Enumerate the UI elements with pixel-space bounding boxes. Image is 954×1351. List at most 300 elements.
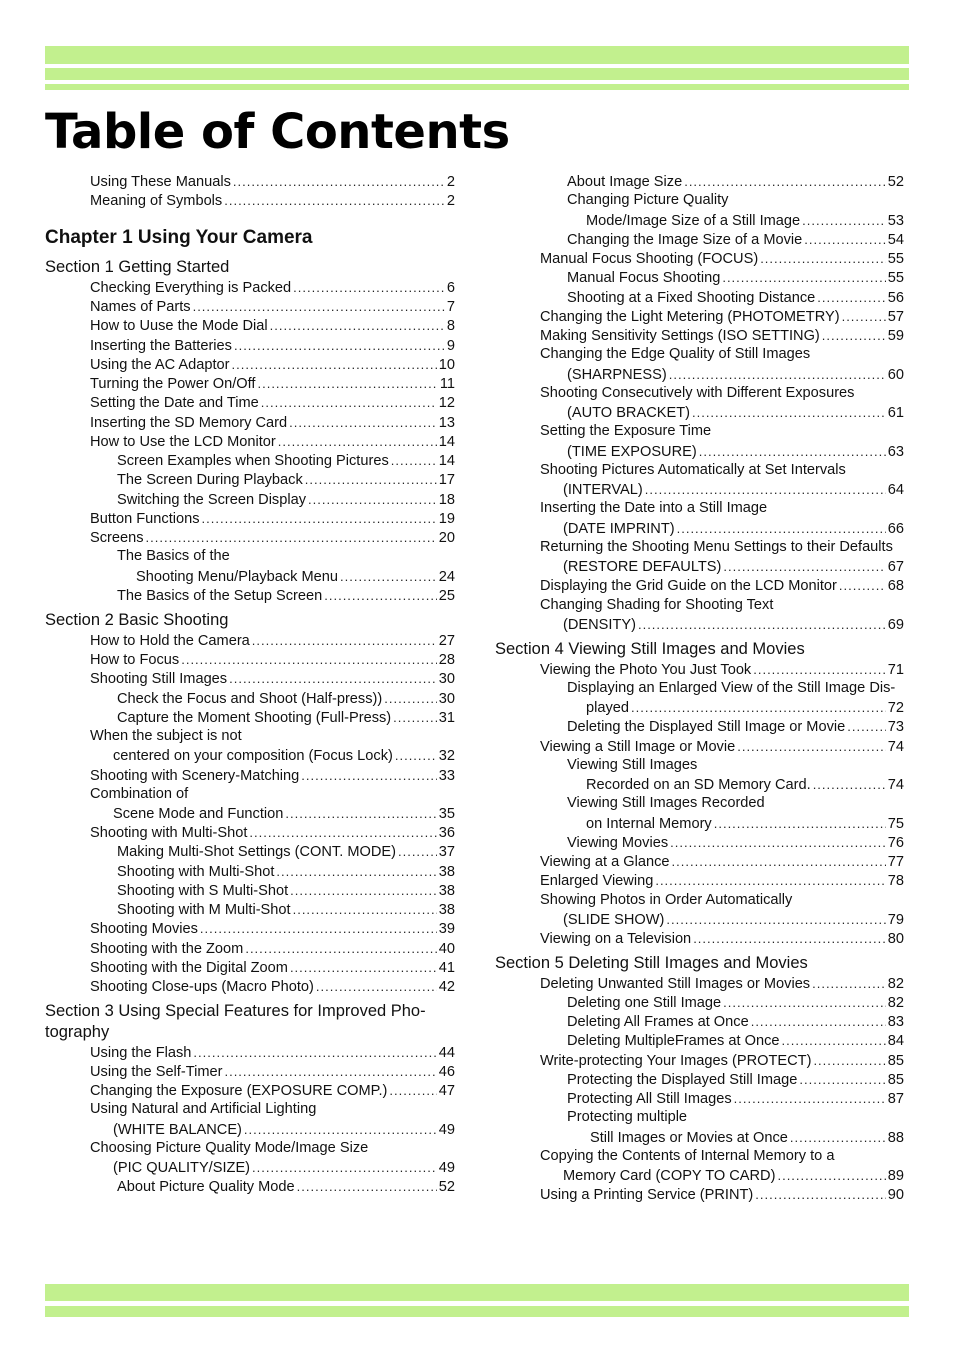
toc-entry[interactable] [117,470,455,490]
toc-entry-page: 37 [438,844,455,860]
toc-entry-line: Changing Shading for Shooting Text [540,597,774,613]
toc-entry[interactable] [90,432,455,452]
toc-entry-title: Shooting Close-ups (Macro Photo) [90,979,314,995]
dot-leader [398,842,437,861]
toc-entry-line: Showing Photos in Order Automatically [540,892,793,908]
toc-entry-title: centered on your composition (Focus Lock) [113,748,393,764]
toc-entry[interactable] [563,615,904,635]
dot-leader [670,833,886,852]
toc-entry-page: 39 [438,921,455,937]
dot-leader [229,669,437,688]
toc-entry-page: 47 [438,1083,455,1099]
toc-entry-page: 88 [887,1130,904,1146]
toc-entry-title: The Screen During Playback [117,472,303,488]
toc-entry-title: (RESTORE DEFAULTS) [563,559,722,575]
dot-leader [224,191,445,210]
toc-row [45,1001,455,1043]
toc-entry[interactable] [540,929,904,949]
dot-leader [224,1062,436,1081]
chapter-heading: Chapter 1 Using Your Camera [45,227,313,248]
dot-leader [804,230,886,249]
toc-entry[interactable] [563,1166,904,1186]
toc-row [90,1139,455,1158]
dot-leader [839,576,886,595]
toc-entry-title: Shooting Movies [90,921,198,937]
toc-row [540,384,904,403]
toc-entry-title: Write-protecting Your Images (PROTECT) [540,1053,812,1069]
dot-leader [842,307,886,326]
toc-entry[interactable] [90,528,455,548]
toc-entry-title: played [586,700,630,716]
toc-entry-page: 69 [887,617,904,633]
toc-row [45,257,455,278]
toc-entry-line: Viewing Still Images Recorded [567,795,765,811]
toc-entry-page: 49 [438,1160,455,1176]
toc-row [90,1100,455,1119]
dot-leader [301,766,436,785]
dot-leader [666,910,885,929]
toc-entry-title: Screens [90,530,144,546]
toc-entry-page: 89 [887,1168,904,1184]
toc-entry[interactable] [90,1062,455,1082]
toc-entry[interactable] [567,833,904,853]
toc-entry-page: 27 [438,633,455,649]
dot-leader [193,1043,436,1062]
toc-entry-page: 40 [438,941,455,957]
toc-entry-title: Manual Focus Shooting [567,270,721,286]
toc-entry-title: Deleting All Frames at Once [567,1014,749,1030]
toc-entry[interactable] [563,557,904,577]
toc-entry-page: 71 [887,662,904,678]
toc-entry-page: 77 [887,854,904,870]
toc-entry-page: 38 [438,864,455,880]
dot-leader [672,852,886,871]
toc-entry-line: The Basics of the [117,548,230,564]
toc-entry-title: The Basics of the Setup Screen [117,588,323,604]
toc-entry[interactable] [567,403,904,423]
toc-entry-title: Names of Parts [90,299,191,315]
toc-entry-line: Viewing Still Images [567,757,698,773]
dot-leader [276,862,436,881]
toc-entry-line: Returning the Shooting Menu Settings to their Defaults [540,539,893,555]
toc-entry-title: (DENSITY) [563,617,636,633]
toc-entry-title: Using the Self-Timer [90,1064,223,1080]
dot-leader [813,1051,885,1070]
toc-entry[interactable] [90,939,455,959]
toc-row [540,499,904,518]
toc-entry[interactable] [540,660,904,680]
toc-entry-title: (AUTO BRACKET) [567,405,690,421]
dot-leader [692,403,886,422]
toc-entry-page: 74 [887,739,904,755]
toc-entry[interactable] [567,993,904,1013]
dot-leader [244,1120,437,1139]
toc-row [540,538,904,557]
toc-entry-title: How to Hold the Camera [90,633,250,649]
toc-entry-page: 13 [438,415,455,431]
toc-entry-page: 78 [887,873,904,889]
toc-entry[interactable] [540,737,904,757]
toc-entry-line: Shooting Consecutively with Different Exposures [540,385,855,401]
toc-entry-title: Memory Card (COPY TO CARD) [563,1168,776,1184]
toc-entry[interactable] [540,307,904,327]
dot-leader [308,490,437,509]
toc-entry-page: 11 [439,376,455,392]
dot-leader [755,1185,885,1204]
toc-entry-title: Shooting with Multi-Shot [90,825,248,841]
toc-entry-line: Choosing Picture Quality Mode/Image Size [90,1140,369,1156]
dot-leader [655,871,885,890]
toc-row [45,610,455,631]
dot-leader [270,316,445,335]
toc-entry[interactable] [540,852,904,872]
dot-leader [699,442,886,461]
toc-entry-title: Shooting with Scenery-Matching [90,768,300,784]
dot-leader [278,432,437,451]
toc-entry[interactable] [117,881,455,901]
toc-entry-page: 55 [887,251,904,267]
dot-leader [812,974,886,993]
toc-entry[interactable] [90,336,455,356]
toc-entry[interactable] [563,519,904,539]
dot-leader [684,172,886,191]
toc-entry-page: 19 [438,511,455,527]
toc-entry[interactable] [540,249,904,269]
toc-entry-title: Viewing on a Television [540,931,692,947]
toc-entry-title: Screen Examples when Shooting Pictures [117,453,389,469]
toc-entry[interactable] [567,1089,904,1109]
toc-entry-title: Checking Everything is Packed [90,280,292,296]
toc-entry[interactable] [90,766,455,786]
toc-entry-title: Inserting the SD Memory Card [90,415,288,431]
toc-entry[interactable] [586,211,904,231]
toc-entry[interactable] [113,1158,455,1178]
toc-row [567,679,904,698]
toc-entry-page: 82 [887,976,904,992]
dot-leader [391,451,437,470]
toc-entry[interactable] [117,1177,455,1197]
toc-entry[interactable] [90,393,455,413]
toc-entry-title: How to Focus [90,652,180,668]
dot-leader [753,660,886,679]
toc-entry-page: 44 [438,1045,455,1061]
toc-entry-title: Shooting with Multi-Shot [117,864,275,880]
dot-leader [316,977,437,996]
toc-entry-title: About Image Size [567,174,683,190]
section-heading: Section 3 Using Special Features for Improved Pho-tography [45,1002,426,1041]
toc-entry[interactable] [567,268,904,288]
dot-leader [297,1177,437,1196]
toc-entry-page: 61 [887,405,904,421]
toc-entry[interactable] [567,172,904,192]
toc-entry[interactable] [90,191,455,211]
toc-entry[interactable] [136,567,455,587]
toc-entry[interactable] [586,814,904,834]
toc-entry-title: Deleting MultipleFrames at Once [567,1033,780,1049]
toc-entry[interactable] [117,689,455,709]
toc-entry[interactable] [586,698,904,718]
toc-row [90,785,455,804]
toc-entry[interactable] [90,1081,455,1101]
toc-entry-page: 75 [887,816,904,832]
toc-entry[interactable] [113,804,455,824]
toc-entry[interactable] [90,355,455,375]
toc-entry-line: Copying the Contents of Internal Memory to a [540,1148,835,1164]
toc-entry-page: 73 [887,719,904,735]
dot-leader [734,1089,886,1108]
toc-row [567,756,904,775]
toc-entry-title: Shooting with the Digital Zoom [90,960,288,976]
toc-entry-page: 42 [438,979,455,995]
toc-row [567,191,904,210]
toc-entry-title: Check the Focus and Shoot (Half-press)) [117,691,383,707]
toc-entry[interactable] [540,326,904,346]
toc-entry[interactable] [113,746,455,766]
toc-entry-title: Using These Manuals [90,174,231,190]
toc-entry-page: 90 [887,1187,904,1203]
toc-row [540,596,904,615]
toc-entry[interactable] [90,669,455,689]
toc-entry[interactable] [567,288,904,308]
toc-entry-page: 52 [887,174,904,190]
dot-leader [638,615,886,634]
dot-leader [285,804,436,823]
dot-leader [202,509,437,528]
toc-entry-page: 66 [887,521,904,537]
toc-entry[interactable] [540,1051,904,1071]
toc-entry-title: Displaying the Grid Guide on the LCD Monitor [540,578,837,594]
toc-entry-title: Inserting the Batteries [90,338,232,354]
toc-entry-page: 87 [887,1091,904,1107]
toc-entry-title: Changing the Exposure (EXPOSURE COMP.) [90,1083,388,1099]
dot-leader [714,814,886,833]
footer-band-bottom [45,1306,909,1317]
toc-row [540,345,904,364]
dot-leader [722,268,885,287]
toc-entry[interactable] [90,374,455,394]
toc-entry-page: 76 [887,835,904,851]
toc-entry-title: Deleting Unwanted Still Images or Movies [540,976,811,992]
toc-row [540,1147,904,1166]
toc-entry[interactable] [117,708,455,728]
toc-entry[interactable] [117,451,455,471]
toc-entry[interactable] [540,974,904,994]
toc-entry-page: 72 [887,700,904,716]
dot-leader [777,1166,885,1185]
toc-entry[interactable] [90,509,455,529]
toc-entry[interactable] [113,1120,455,1140]
toc-entry[interactable] [90,958,455,978]
toc-entry-title: (TIME EXPOSURE) [567,444,697,460]
toc-entry[interactable] [540,576,904,596]
toc-entry-title: Deleting the Displayed Still Image or Movie [567,719,846,735]
toc-entry-page: 49 [438,1122,455,1138]
toc-entry-title: Shooting with S Multi-Shot [117,883,289,899]
dot-leader [389,1081,436,1100]
toc-entry[interactable] [586,775,904,795]
toc-entry-title: How to Uuse the Mode Dial [90,318,268,334]
toc-entry-line: Protecting multiple [567,1109,688,1125]
toc-entry-title: Still Images or Movies at Once [590,1130,788,1146]
toc-entry[interactable] [90,413,455,433]
toc-entry[interactable] [567,230,904,250]
toc-entry-title: About Picture Quality Mode [117,1179,295,1195]
toc-entry[interactable] [90,823,455,843]
toc-entry-page: 84 [887,1033,904,1049]
toc-entry-title: Mode/Image Size of a Still Image [586,213,801,229]
toc-entry-line: Inserting the Date into a Still Image [540,500,768,516]
toc-entry-page: 30 [438,691,455,707]
toc-entry[interactable] [117,900,455,920]
toc-entry[interactable] [563,480,904,500]
toc-entry-page: 83 [887,1014,904,1030]
toc-entry-page: 6 [446,280,455,296]
toc-entry-page: 53 [887,213,904,229]
toc-entry[interactable] [590,1128,904,1148]
toc-entry-page: 64 [887,482,904,498]
toc-entry[interactable] [567,442,904,462]
dot-leader [395,746,437,765]
toc-entry[interactable] [540,1185,904,1205]
toc-entry[interactable] [567,365,904,385]
toc-entry-title: Changing the Image Size of a Movie [567,232,803,248]
toc-entry-title: Turning the Power On/Off [90,376,256,392]
toc-entry-page: 68 [887,578,904,594]
toc-entry-title: Viewing Movies [567,835,669,851]
toc-entry-page: 38 [438,902,455,918]
toc-entry[interactable] [117,586,455,606]
dot-leader [817,288,886,307]
toc-entry[interactable] [117,862,455,882]
toc-entry-line: Using Natural and Artificial Lighting [90,1101,317,1117]
toc-entry-title: Protecting the Displayed Still Image [567,1072,798,1088]
toc-entry-line: When the subject is not [90,728,242,744]
toc-entry[interactable] [90,297,455,317]
toc-entry-title: Switching the Screen Display [117,492,306,508]
toc-entry-title: (PIC QUALITY/SIZE) [113,1160,251,1176]
dot-leader [790,1128,886,1147]
toc-entry-page: 35 [438,806,455,822]
toc-entry[interactable] [563,910,904,930]
toc-entry[interactable] [90,977,455,997]
header-band-middle [45,68,909,80]
section-heading: Section 1 Getting Started [45,258,230,276]
dot-leader [393,708,437,727]
toc-entry[interactable] [90,1043,455,1063]
toc-entry-line: Changing Picture Quality [567,192,729,208]
toc-entry-title: Button Functions [90,511,200,527]
toc-entry-page: 56 [887,290,904,306]
toc-entry[interactable] [90,172,455,192]
toc-entry-page: 2 [446,174,455,190]
toc-entry-page: 38 [438,883,455,899]
toc-entry[interactable] [117,490,455,510]
toc-entry-page: 74 [887,777,904,793]
toc-entry-title: Shooting Still Images [90,671,228,687]
toc-entry-line: Combination of [90,786,189,802]
dot-leader [802,211,886,230]
toc-entry-title: (SLIDE SHOW) [563,912,665,928]
toc-row [495,639,904,660]
toc-entry[interactable] [567,1012,904,1032]
toc-entry-page: 46 [438,1064,455,1080]
toc-entry-title: Using the AC Adaptor [90,357,230,373]
toc-entry[interactable] [90,919,455,939]
toc-entry[interactable] [567,1070,904,1090]
toc-entry-title: Shooting with the Zoom [90,941,244,957]
toc-entry-page: 85 [887,1053,904,1069]
section-heading: Section 2 Basic Shooting [45,611,229,629]
toc-entry-page: 57 [887,309,904,325]
toc-entry-title: Using the Flash [90,1045,192,1061]
toc-entry-line: Displaying an Enlarged View of the Still Image Dis- [567,680,896,696]
toc-entry-page: 14 [438,453,455,469]
toc-entry[interactable] [90,631,455,651]
toc-entry-title: Scene Mode and Function [113,806,284,822]
toc-entry-page: 20 [438,530,455,546]
toc-entry-page: 17 [438,472,455,488]
toc-entry-page: 67 [887,559,904,575]
toc-entry-line: Changing the Edge Quality of Still Images [540,346,811,362]
toc-entry-title: Deleting one Still Image [567,995,722,1011]
toc-entry[interactable] [567,1031,904,1051]
dot-leader [305,470,437,489]
toc-entry-title: Viewing a Still Image or Movie [540,739,736,755]
toc-entry[interactable] [117,842,455,862]
section-heading: Section 5 Deleting Still Images and Movies [495,954,808,972]
toc-row [495,953,904,974]
dot-leader [324,586,437,605]
toc-entry-page: 30 [438,671,455,687]
dot-leader [813,775,886,794]
toc-entry-page: 9 [446,338,455,354]
dot-leader [723,993,886,1012]
dot-leader [293,278,445,297]
toc-entry-title: Viewing at a Glance [540,854,670,870]
toc-entry-page: 55 [887,270,904,286]
toc-entry-page: 60 [887,367,904,383]
toc-entry[interactable] [567,717,904,737]
dot-leader [257,374,437,393]
toc-entry-page: 33 [438,768,455,784]
toc-entry-page: 12 [438,395,455,411]
dot-leader [782,1031,886,1050]
toc-entry-title: Shooting Menu/Playback Menu [136,569,339,585]
dot-leader [737,737,886,756]
toc-entry-page: 14 [438,434,455,450]
toc-entry[interactable] [540,871,904,891]
toc-entry[interactable] [90,316,455,336]
toc-row [540,461,904,480]
toc-entry-title: How to Use the LCD Monitor [90,434,276,450]
dot-leader [751,1012,886,1031]
dot-leader [669,365,886,384]
toc-entry-page: 82 [887,995,904,1011]
toc-entry[interactable] [90,278,455,298]
section-heading: Section 4 Viewing Still Images and Movies [495,640,805,658]
toc-entry-title: (DATE IMPRINT) [563,521,675,537]
dot-leader [245,939,436,958]
toc-entry-title: Protecting All Still Images [567,1091,732,1107]
toc-row [45,225,455,251]
toc-row [117,547,455,566]
toc-entry[interactable] [90,650,455,670]
toc-entry-page: 7 [446,299,455,315]
toc-entry-page: 25 [438,588,455,604]
dot-leader [645,480,886,499]
header-band-top [45,46,909,64]
dot-leader [631,698,886,717]
